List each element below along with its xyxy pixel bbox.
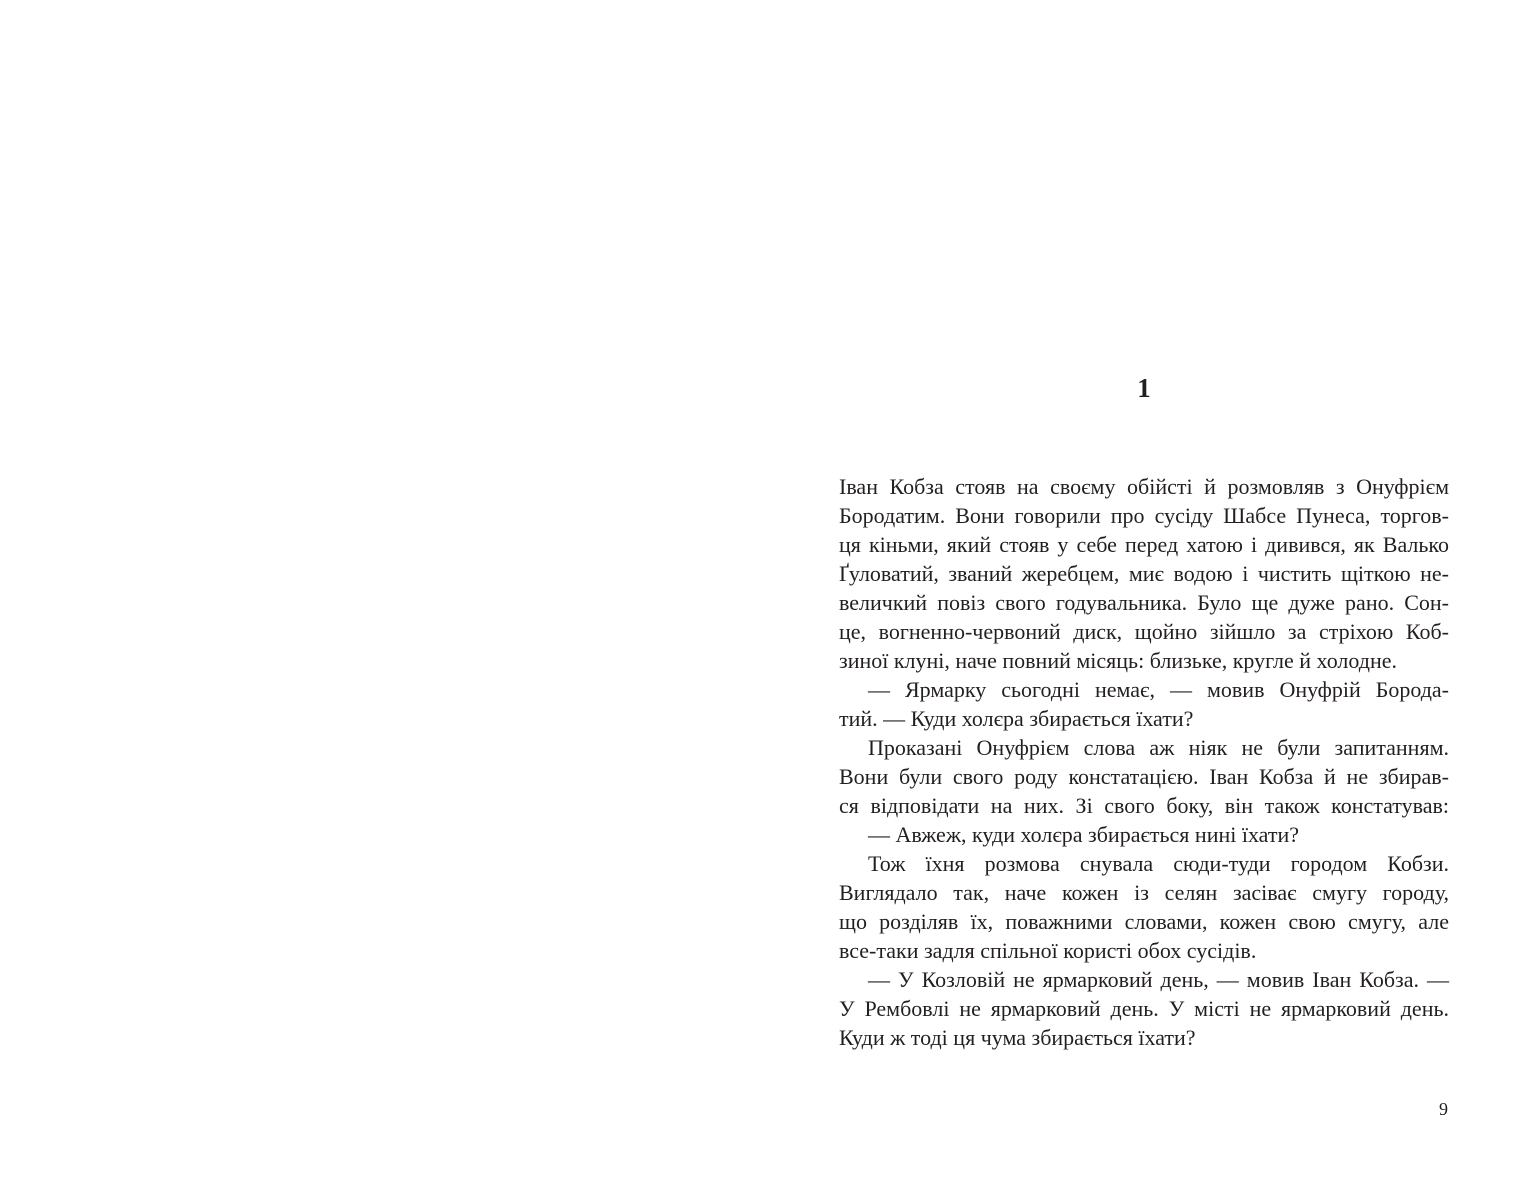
text-line: ся відповідати на них. Зі свого боку, він також констатував: [839,793,1449,818]
text-line: Тож їхня розмова снувала сюди-туди городом Кобзи. [868,851,1449,876]
text-line: це, вогненно-червоний диск, щойно зійшло за стріхою Коб- [839,619,1449,644]
body-text [839,472,1449,1052]
text-line: Виглядало так, наче кожен із селян засіває смугу городу, [839,880,1449,905]
chapter-number: 1 [1137,373,1151,403]
text-line: Куди ж тоді ця чума збирається їхати? [839,1025,1196,1050]
text-line: величкий повіз свого годувальника. Було ще дуже рано. Сон- [839,590,1449,615]
text-line: Іван Кобза стояв на своєму обійсті й розмовляв з Онуфрієм [839,474,1449,499]
text-line: Проказані Онуфрієм слова аж ніяк не були запитанням. [868,735,1449,760]
text-line: — Авжеж, куди холєра збирається нині їхати? [868,822,1300,847]
page-number: 9 [1439,1099,1448,1119]
text-line: тий. — Куди холєра збирається їхати? [839,706,1194,731]
text-line: все-таки задля спільної користі обох сусідів. [839,938,1257,963]
text-line: У Рембовлі не ярмарковий день. У місті не ярмарковий день. [839,996,1449,1021]
text-line: — У Козловій не ярмарковий день, — мовив Іван Кобза. — [868,967,1449,992]
text-line: Ґуловатий, званий жеребцем, миє водою і чистить щіткою не- [839,561,1449,586]
text-line: Бородатим. Вони говорили про сусіду Шабсе Пунеса, торгов- [839,503,1449,528]
text-line: Вони були свого роду констатацією. Іван Кобза й не збирав- [839,764,1449,789]
text-line: ця кіньми, який стояв у себе перед хатою і дивився, як Валько [839,532,1449,557]
text-line: зиної клуні, наче повний місяць: близьке, кругле й холодне. [839,648,1398,673]
text-line: — Ярмарку сьогодні немає, — мовив Онуфрій Борода- [868,677,1449,702]
text-line: що розділяв їх, поважними словами, кожен свою смугу, але [839,909,1449,934]
